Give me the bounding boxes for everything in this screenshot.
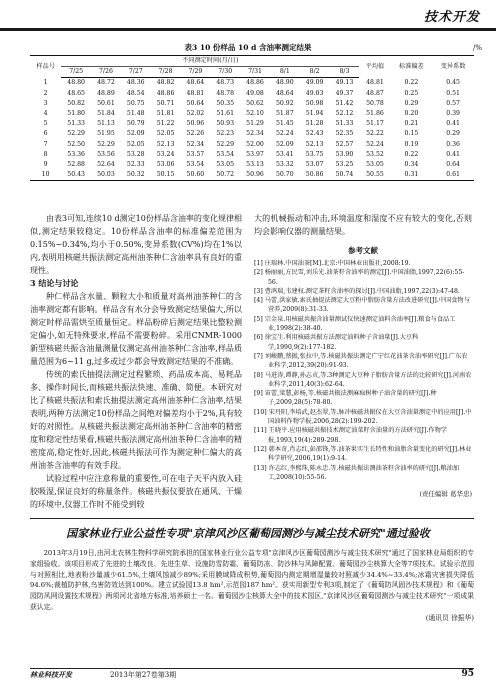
- table-row: [30, 78, 474, 89]
- paragraph: 传统的索氏抽提法测定过程繁琐、药品成本高、易耗品多、操作时间长,而核磁共振法快速、准确、简便。本研究对比了核磁共振法和索氏抽提法测定高州油茶种仁含油率,结果表明,两种方法测定10份样品之间绝对偏差均小于2%,具有较好的对照性。从核磁共振法测定高州油茶种仁含油率的精密度和稳定性结果看,核磁共振法测定高州油茶种仁含油率的精密度高,稳定性好,因此,核磁共振法可作为测定种仁偏大的高州油茶含油率的有效手段。: [30, 370, 242, 470]
- table-cell: 48.90: [275, 79, 294, 87]
- table-cell: 0.41: [446, 120, 460, 128]
- table-cell: 52.13: [156, 140, 175, 148]
- table-cell: 48.86: [156, 89, 175, 97]
- table-cell: 52.50: [67, 140, 85, 148]
- table-cell: 50.93: [216, 120, 235, 128]
- date-header: 8/3: [330, 67, 360, 78]
- table-cell: 52.43: [305, 130, 324, 138]
- table-cell: 51.13: [97, 120, 115, 128]
- table-cell: 53.24: [156, 150, 175, 158]
- table-cell: 0.19: [404, 140, 419, 148]
- table-cell: 50.03: [91, 170, 121, 181]
- table-row: [30, 170, 474, 181]
- results-table: [30, 55, 474, 181]
- reference-item: [4] 马蕾,洪家敏.索氏抽提法测定大豆粉中脂肪含量方法改进研究[J].中国食物与营养,2009(8):31-33.: [254, 297, 470, 314]
- table-cell: 48.73: [216, 79, 235, 87]
- table-cell: 0.15: [404, 130, 419, 138]
- table-cell: 51.45: [275, 120, 294, 128]
- table-cell: 53.52: [366, 150, 384, 158]
- table-cell: 0.39: [446, 110, 460, 118]
- table-cell: 51.95: [97, 130, 115, 138]
- table-cell: 53.25: [335, 161, 354, 169]
- table-cell: 51.94: [305, 110, 324, 118]
- reference-item: [11] 王晓平.应用核磁共振技术测定油菜籽含油量的方法研究[J].作物学报,1993,19(4):289-298.: [254, 427, 447, 444]
- table-cell: 50.96: [240, 170, 270, 181]
- paragraph: 试验过程中应注意称量的重要性,可在电子天平内放入硅胶吸湿,保证良好的称量条件。核磁共振仪要放在通风、干燥的环境中,仪器工作时不能受到较: [30, 474, 242, 509]
- table-cell: 51.48: [126, 110, 145, 118]
- table-cell: 53.90: [335, 150, 354, 158]
- table-cell: 53.32: [275, 161, 294, 169]
- section-heading: 3 结论与讨论: [30, 278, 79, 288]
- table-cell: 48.64: [186, 79, 205, 87]
- table-cell: 0.51: [446, 89, 460, 97]
- table-cell: 49.37: [335, 89, 354, 97]
- table-cell: 50.72: [210, 170, 240, 181]
- table-cell: 53.05: [216, 161, 235, 169]
- table-cell: 51.42: [335, 99, 354, 107]
- col-group-header: 不同测定时间(月/日): [61, 56, 359, 67]
- col-cv-header: 变异系数: [432, 56, 474, 78]
- table-cell: 53.13: [246, 161, 264, 169]
- table-row: [30, 99, 474, 109]
- date-header: 7/28: [151, 67, 181, 78]
- table-cell: 53.05: [366, 161, 384, 169]
- table-cell: 52.24: [275, 130, 294, 138]
- references-list: [254, 259, 472, 482]
- table-cell: 50.71: [156, 99, 175, 107]
- table-cell: 52.10: [246, 110, 264, 118]
- table-cell: 52.57: [335, 140, 354, 148]
- reference-item: [3] 曹鸿瑞,韦建权.测定茶籽含油率的探讨[J].中国油脂,1997,22(3):47-48.: [254, 287, 460, 295]
- reference-item: [13] 许志红,李熙珠,陈永忠.等.核磁共振法测油茶籽含油率的研究[J].粮油加工,2008(10):55-56.: [254, 464, 460, 481]
- table-cell: 51.61: [216, 110, 235, 118]
- table-cell: 52.05: [156, 130, 175, 138]
- table-cell: 50.60: [180, 170, 210, 181]
- table-cell: 48.87: [366, 89, 384, 97]
- table-cell: 52.29: [67, 130, 85, 138]
- col-avg-header: 平均值: [359, 56, 390, 78]
- date-header: 7/25: [61, 67, 91, 78]
- reference-item: [7] 刘峻鹏,蔡振,张拉中,等.核磁共振法测定广宁红花油茶含油率研究[J].广东农业科学,2012,39(20):91-93.: [254, 352, 468, 370]
- table-cell: 53.57: [186, 150, 205, 158]
- table-row: [30, 160, 474, 170]
- table-cell: 0.36: [446, 140, 460, 148]
- table-cell: 7: [43, 140, 48, 148]
- table-cell: 52.00: [246, 140, 264, 148]
- journal-name: 林业科技开发: [30, 670, 72, 679]
- table-cell: 10: [30, 170, 61, 181]
- page-number: 95: [461, 669, 474, 679]
- reference-item: [5] 宗金泉.用核磁共振含油量测试仪快速测定油料含油率[J].粮食与食品工业,1998(2):38-40.: [254, 315, 456, 333]
- table-cell: 0.29: [446, 130, 460, 138]
- table-cell: 49.03: [305, 89, 324, 97]
- table-cell: 51.33: [67, 120, 85, 128]
- table-cell: 53.36: [67, 150, 85, 158]
- table-cell: 9: [43, 161, 48, 169]
- table-cell: 52.13: [305, 140, 324, 148]
- table-cell: 0.31: [391, 170, 433, 181]
- table-cell: 50.98: [305, 99, 324, 107]
- table-cell: 48.65: [67, 89, 85, 97]
- table-cell: 52.88: [67, 161, 85, 169]
- table-cell: 51.81: [156, 110, 175, 118]
- table-cell: 51.17: [366, 120, 384, 128]
- table-cell: 53.28: [126, 150, 145, 158]
- table-cell: 0.25: [404, 89, 419, 97]
- table-cell: 51.28: [305, 120, 324, 128]
- table-cell: 51.33: [335, 120, 354, 128]
- left-column: [30, 212, 242, 511]
- table-cell: 53.07: [305, 161, 324, 169]
- news-paragraph: 2013年3月19日,由河北农林生物科学研究院承担的国家林业行业公益专项"京津风沙区葡萄园测沙与减尘技术研究"通过了国家林业局组织的专家组验收。该项目形成了先进的土壤改良、先进生草、设施防雪防霜、葡萄防冻、防沙林与风障配置、葡萄园沙尘核算大全等7项技术。试验示范园与对照相比,地表粉沙量减少61.5%,土壤风蚀减少89%;采用膜域降成积势,葡萄园内测定期增湿量较对照减少34.4%~33.4%;冰霜灾害损失降低94.6%;裁植防护林,鸟害防效达到100%。建立试验园13.8 hm²,示范园187 hm²。获实用新型专利3项,制定了《葡萄防风固沙技术规程》和《葡萄园防风网设置技术规程》两项河北省地方标准,培养硕士一名。葡萄园沙尘核算大全中的技术园区,"京津风沙区葡萄园测沙与减尘技术研究"一项成果获认定。: [30, 549, 474, 611]
- table-cell: 5: [43, 120, 48, 128]
- table-cell: 50.92: [275, 99, 294, 107]
- col-sd-header: 标准偏差: [391, 56, 433, 78]
- header-rule: [0, 28, 496, 31]
- table-unit: /%: [472, 44, 482, 52]
- table-cell: 3: [43, 99, 48, 107]
- table-cell: 51.80: [67, 110, 85, 118]
- table-cell: 48.54: [126, 89, 145, 97]
- table-cell: 0.61: [432, 170, 474, 181]
- table-row: [30, 140, 474, 150]
- table-cell: 50.35: [216, 99, 235, 107]
- section-tag: 技术开发: [414, 6, 490, 24]
- news-reporter: (通讯员 徐振华): [425, 613, 474, 622]
- table-cell: 48.81: [186, 89, 205, 97]
- table-cell: 51.29: [246, 120, 264, 128]
- table-cell: 52.26: [186, 130, 205, 138]
- table-cell: 48.36: [126, 79, 145, 87]
- table-cell: 48.82: [156, 79, 175, 87]
- table-cell: 52.35: [335, 130, 354, 138]
- table-cell: 50.70: [270, 170, 300, 181]
- paragraph: 种仁样品含水量、颗粒大小和质量对高州油茶种仁的含油率测定都有影响。样品含有水分会导致测定结果偏大,所以测定时样品需烘至质量恒定。样品粉碎后测定结果比整粒测定偏小,如无特殊要求,样品不需要粉碎。采用CNMR-1000新型核磁共振含油量测量仪测定高州油茶种仁含油率,样品质量范围为6~11 g,过多或过少都会导致测定结果的不准确。: [30, 292, 242, 366]
- table-cell: 50.55: [359, 170, 390, 181]
- reference-item: [2] 杨丽丽,方民雪,刘乐光.油茶籽含油率的测定[J].中国油脂,1997,22(6):55-56.: [254, 269, 465, 286]
- table-cell: 52.12: [335, 110, 354, 118]
- table-cell: 50.64: [186, 99, 205, 107]
- table-cell: 49.08: [246, 89, 264, 97]
- table-cell: 50.86: [300, 170, 330, 181]
- table-cell: 52.09: [126, 130, 145, 138]
- right-column: [254, 212, 472, 501]
- table-cell: 50.82: [67, 99, 85, 107]
- table-cell: 51.84: [97, 110, 115, 118]
- table-cell: 53.54: [216, 150, 235, 158]
- table-row: [30, 150, 474, 160]
- table-cell: 50.62: [246, 99, 264, 107]
- table-cell: 4: [43, 110, 48, 118]
- table-cell: 0.22: [404, 79, 419, 87]
- table-row: [30, 109, 474, 119]
- table-cell: 48.81: [366, 79, 384, 87]
- table-cell: 6: [43, 130, 48, 138]
- table-cell: 52.29: [97, 140, 115, 148]
- table-cell: 52.05: [126, 140, 145, 148]
- table-cell: 52.02: [186, 110, 205, 118]
- table-cell: 48.64: [275, 89, 294, 97]
- table-row: [30, 119, 474, 129]
- table-cell: 53.56: [97, 150, 115, 158]
- table-cell: 52.09: [275, 140, 294, 148]
- table-cell: 49.09: [305, 79, 324, 87]
- references-heading: 参考文献: [348, 246, 378, 255]
- table-cell: 2: [43, 89, 48, 97]
- table-cell: 50.78: [366, 99, 384, 107]
- table-row: [30, 129, 474, 139]
- editor-credit: (责任编辑 葛华忠): [419, 490, 472, 499]
- date-header: 8/2: [300, 67, 330, 78]
- table-cell: 53.41: [275, 150, 294, 158]
- table-cell: 0.34: [404, 161, 419, 169]
- table-row: [30, 89, 474, 99]
- table-cell: 50.74: [330, 170, 360, 181]
- reference-item: [9] 宙蕾,梁慧,彭杨,等.核磁共振法测麻疯树种子油含量的研究[J].种子,2009,28(5):78-80.: [254, 390, 437, 407]
- date-header: 7/30: [210, 67, 240, 78]
- news-divider: [30, 518, 474, 519]
- table-cell: 1: [43, 79, 48, 87]
- table-cell: 49.13: [335, 79, 354, 87]
- table-cell: 52.24: [366, 140, 384, 148]
- table-cell: 52.33: [126, 161, 145, 169]
- date-header: 7/26: [91, 67, 121, 78]
- table-cell: 50.15: [151, 170, 181, 181]
- table-cell: 50.75: [126, 99, 145, 107]
- table-cell: 48.86: [246, 79, 264, 87]
- paragraph: 大的机械振动和冲击,环境温度和湿度不应有较大的变化,否则均会影响仪器的测量结果。: [254, 214, 472, 236]
- table-caption: 表3 10 份样品 10 d 含油率测定结果: [184, 43, 312, 52]
- table-cell: 0.45: [446, 79, 460, 87]
- table-cell: 53.75: [305, 150, 324, 158]
- table-cell: 52.29: [216, 140, 235, 148]
- table-cell: 53.97: [246, 150, 264, 158]
- table-cell: 51.22: [156, 120, 175, 128]
- table-cell: 0.20: [404, 110, 419, 118]
- reference-item: [8] 马进涛,谭静,孙志贞,等.3种测定大豆种子脂肪含量方法的比较研究[J].河南农业科学,2011,40(3):62-64.: [254, 371, 472, 388]
- date-header: 8/1: [270, 67, 300, 78]
- table-cell: 52.22: [366, 130, 384, 138]
- page-footer: [30, 668, 474, 681]
- news-body: [30, 548, 474, 624]
- table-cell: 50.61: [97, 99, 115, 107]
- table-cell: 50.32: [121, 170, 151, 181]
- table-cell: 53.06: [156, 161, 175, 169]
- table-cell: 0.22: [404, 150, 419, 158]
- table-cell: 50.43: [61, 170, 91, 181]
- table-cell: 48.80: [67, 79, 85, 87]
- table-cell: 0.41: [446, 150, 460, 158]
- table-cell: 52.34: [186, 140, 205, 148]
- table-cell: 52.64: [97, 161, 115, 169]
- table-cell: 52.34: [246, 130, 264, 138]
- table-cell: 51.87: [275, 110, 294, 118]
- table-cell: 50.96: [186, 120, 205, 128]
- table-cell: 8: [43, 150, 48, 158]
- page-header: [0, 0, 496, 34]
- date-header: 7/29: [180, 67, 210, 78]
- table-cell: 0.57: [446, 99, 460, 107]
- table-cell: 51.86: [366, 110, 384, 118]
- reference-item: [10] 宋丹阳,李培武,赵杰翠,等.脉冲核磁共振仪在大豆含油量测定中的应用[J].中国油料作物学报,2006,28(2):199-202.: [254, 408, 472, 426]
- table-cell: 48.89: [97, 89, 115, 97]
- table-cell: 0.29: [404, 99, 419, 107]
- table-cell: 53.54: [186, 161, 205, 169]
- issue-info: 2013年第27卷第3期: [110, 671, 177, 679]
- paragraph: 由表3可知,连续10 d测定10份样品含油率的变化规律相似,测定结果较稳定。10份样品含油率的标准偏差范围为0.15%~0.34%,均小于0.50%,变异系数(CV%)均在1%以内,表明用核磁共振法测定高州油茶种仁含油率具有良好的重现性。: [30, 214, 242, 275]
- table-cell: 48.72: [97, 79, 115, 87]
- news-title: 国家林业行业公益性专项"京津风沙区葡萄园测沙与减尘技术研究"通过验收: [66, 527, 430, 540]
- date-header: 7/27: [121, 67, 151, 78]
- table-cell: 52.23: [216, 130, 235, 138]
- table-body: [30, 78, 474, 181]
- table-cell: 48.78: [216, 89, 235, 97]
- reference-item: [1] 庄瑞林.中国油茶[M].北京:中国林业出版社,2008:19.: [254, 260, 411, 267]
- table-cell: 0.64: [446, 161, 460, 169]
- col-sample-header: 样品号: [30, 56, 61, 78]
- reference-item: [6] 徐宝生.利用核磁共振方法测定油料种子含油量[J].大豆科学,1990,9(2):177-182.: [254, 334, 419, 351]
- table-cell: 50.79: [126, 120, 145, 128]
- reference-item: [12] 韩本奇,肖志红,彭邵锋,等.油茶果实生长特性和油脂含量变化的研究[J].林业科学研究,2006,19(1):9-14.: [254, 445, 472, 463]
- table-cell: 0.21: [404, 120, 419, 128]
- date-header: 7/31: [240, 67, 270, 78]
